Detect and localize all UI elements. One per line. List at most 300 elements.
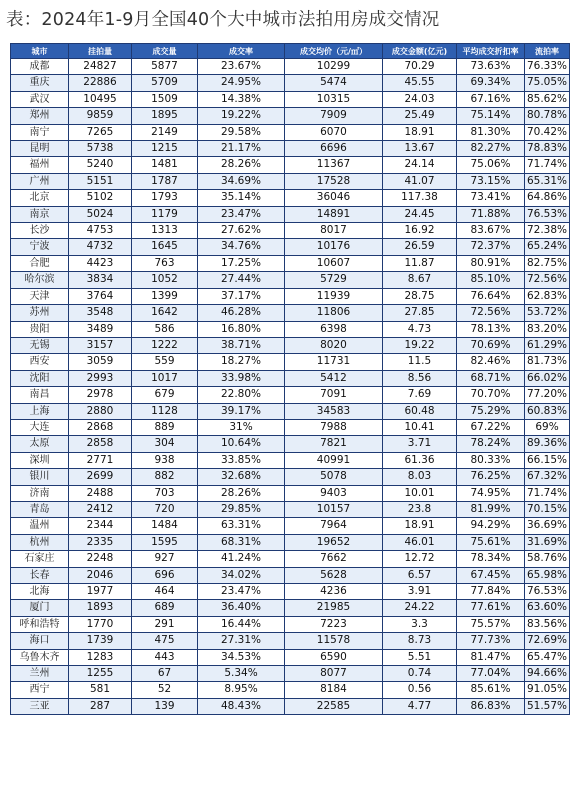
cell-avg-discount: 75.14% <box>457 108 525 124</box>
cell-avg-discount: 82.46% <box>457 354 525 370</box>
cell-failed-rate: 76.53% <box>525 584 570 600</box>
cell-deal-amount: 0.56 <box>383 682 457 698</box>
cell-avg-discount: 81.30% <box>457 124 525 140</box>
table-row <box>11 337 570 353</box>
cell-listings: 2335 <box>69 534 132 550</box>
cell-deal-amount: 11.87 <box>383 255 457 271</box>
cell-deals: 2149 <box>132 124 198 140</box>
cell-deal-amount: 25.49 <box>383 108 457 124</box>
cell-deal-amount: 117.38 <box>383 190 457 206</box>
cell-listings: 2699 <box>69 469 132 485</box>
table-row <box>11 534 570 550</box>
cell-deal-amount: 23.8 <box>383 501 457 517</box>
cell-failed-rate: 36.69% <box>525 518 570 534</box>
cell-deals: 763 <box>132 255 198 271</box>
cell-avg-price: 10299 <box>285 59 383 75</box>
cell-deal-rate: 10.64% <box>198 436 285 452</box>
table-row <box>11 173 570 189</box>
cell-deals: 927 <box>132 551 198 567</box>
cell-avg-discount: 75.06% <box>457 157 525 173</box>
cell-listings: 7265 <box>69 124 132 140</box>
cell-avg-discount: 76.64% <box>457 288 525 304</box>
cell-failed-rate: 80.78% <box>525 108 570 124</box>
cell-listings: 5151 <box>69 173 132 189</box>
table-row <box>11 321 570 337</box>
table-row <box>11 157 570 173</box>
cell-avg-price: 5729 <box>285 272 383 288</box>
cell-avg-discount: 82.27% <box>457 141 525 157</box>
cell-deal-rate: 35.14% <box>198 190 285 206</box>
cell-deal-rate: 18.27% <box>198 354 285 370</box>
cell-city: 南昌 <box>11 387 69 403</box>
cell-failed-rate: 72.69% <box>525 633 570 649</box>
cell-avg-price: 8184 <box>285 682 383 698</box>
cell-city: 沈阳 <box>11 370 69 386</box>
cell-avg-price: 14891 <box>285 206 383 222</box>
cell-city: 兰州 <box>11 666 69 682</box>
cell-listings: 5738 <box>69 141 132 157</box>
cell-listings: 10495 <box>69 91 132 107</box>
cell-failed-rate: 65.47% <box>525 649 570 665</box>
cell-avg-price: 21985 <box>285 600 383 616</box>
cell-avg-price: 7988 <box>285 419 383 435</box>
cell-deal-amount: 24.45 <box>383 206 457 222</box>
cell-failed-rate: 62.83% <box>525 288 570 304</box>
cell-city: 天津 <box>11 288 69 304</box>
cell-failed-rate: 77.20% <box>525 387 570 403</box>
cell-avg-price: 10176 <box>285 239 383 255</box>
cell-avg-discount: 72.37% <box>457 239 525 255</box>
cell-listings: 1739 <box>69 633 132 649</box>
cell-deal-amount: 8.67 <box>383 272 457 288</box>
cell-city: 青岛 <box>11 501 69 517</box>
cell-deal-rate: 36.40% <box>198 600 285 616</box>
cell-deals: 1215 <box>132 141 198 157</box>
cell-deal-amount: 28.75 <box>383 288 457 304</box>
cell-deals: 464 <box>132 584 198 600</box>
cell-avg-discount: 67.22% <box>457 419 525 435</box>
cell-deal-amount: 8.03 <box>383 469 457 485</box>
cell-failed-rate: 76.33% <box>525 59 570 75</box>
cell-deals: 696 <box>132 567 198 583</box>
header-avg-discount: 平均成交折扣率 <box>457 44 525 59</box>
cell-listings: 9859 <box>69 108 132 124</box>
cell-deal-amount: 18.91 <box>383 518 457 534</box>
cell-avg-discount: 69.34% <box>457 75 525 91</box>
cell-listings: 3548 <box>69 305 132 321</box>
table-row <box>11 698 570 714</box>
cell-listings: 1893 <box>69 600 132 616</box>
cell-avg-price: 8020 <box>285 337 383 353</box>
cell-listings: 5102 <box>69 190 132 206</box>
cell-failed-rate: 78.83% <box>525 141 570 157</box>
cell-deals: 52 <box>132 682 198 698</box>
cell-failed-rate: 89.36% <box>525 436 570 452</box>
cell-city: 宁波 <box>11 239 69 255</box>
header-deals: 成交量 <box>132 44 198 59</box>
cell-avg-price: 7091 <box>285 387 383 403</box>
cell-listings: 2771 <box>69 452 132 468</box>
table-row <box>11 272 570 288</box>
cell-failed-rate: 91.05% <box>525 682 570 698</box>
cell-avg-discount: 77.61% <box>457 600 525 616</box>
cell-deals: 1481 <box>132 157 198 173</box>
cell-deals: 1017 <box>132 370 198 386</box>
header-listings: 挂拍量 <box>69 44 132 59</box>
cell-deals: 1787 <box>132 173 198 189</box>
cell-avg-price: 5628 <box>285 567 383 583</box>
cell-city: 呼和浩特 <box>11 616 69 632</box>
table-row <box>11 485 570 501</box>
cell-deal-amount: 45.55 <box>383 75 457 91</box>
cell-listings: 4732 <box>69 239 132 255</box>
cell-deal-rate: 68.31% <box>198 534 285 550</box>
table-row <box>11 551 570 567</box>
cell-failed-rate: 65.31% <box>525 173 570 189</box>
cell-avg-price: 6070 <box>285 124 383 140</box>
cell-deals: 889 <box>132 419 198 435</box>
cell-deal-rate: 34.02% <box>198 567 285 583</box>
header-deal-amount: 成交金额(亿元) <box>383 44 457 59</box>
cell-deals: 679 <box>132 387 198 403</box>
cell-listings: 22886 <box>69 75 132 91</box>
cell-deal-amount: 61.36 <box>383 452 457 468</box>
cell-avg-price: 5412 <box>285 370 383 386</box>
cell-city: 西安 <box>11 354 69 370</box>
cell-deal-rate: 37.17% <box>198 288 285 304</box>
cell-deal-rate: 28.26% <box>198 157 285 173</box>
cell-deal-amount: 3.91 <box>383 584 457 600</box>
table-row <box>11 354 570 370</box>
cell-deal-amount: 70.29 <box>383 59 457 75</box>
cell-failed-rate: 65.98% <box>525 567 570 583</box>
cell-listings: 2344 <box>69 518 132 534</box>
cell-deal-amount: 24.03 <box>383 91 457 107</box>
cell-avg-price: 7662 <box>285 551 383 567</box>
cell-listings: 2880 <box>69 403 132 419</box>
cell-failed-rate: 83.20% <box>525 321 570 337</box>
cell-avg-price: 10157 <box>285 501 383 517</box>
cell-deals: 1642 <box>132 305 198 321</box>
cell-avg-discount: 80.91% <box>457 255 525 271</box>
table-row <box>11 584 570 600</box>
cell-avg-discount: 73.15% <box>457 173 525 189</box>
cell-avg-price: 22585 <box>285 698 383 714</box>
cell-avg-price: 11939 <box>285 288 383 304</box>
cell-deal-rate: 32.68% <box>198 469 285 485</box>
cell-failed-rate: 66.15% <box>525 452 570 468</box>
cell-city: 银川 <box>11 469 69 485</box>
cell-avg-discount: 77.84% <box>457 584 525 600</box>
cell-city: 哈尔滨 <box>11 272 69 288</box>
cell-deals: 720 <box>132 501 198 517</box>
cell-avg-discount: 67.45% <box>457 567 525 583</box>
cell-deal-rate: 17.25% <box>198 255 285 271</box>
cell-deal-amount: 16.92 <box>383 223 457 239</box>
cell-deal-amount: 10.01 <box>383 485 457 501</box>
cell-deals: 586 <box>132 321 198 337</box>
cell-listings: 5024 <box>69 206 132 222</box>
cell-deals: 1645 <box>132 239 198 255</box>
cell-deals: 1595 <box>132 534 198 550</box>
cell-avg-discount: 72.56% <box>457 305 525 321</box>
table-row <box>11 436 570 452</box>
cell-deals: 67 <box>132 666 198 682</box>
cell-city: 长沙 <box>11 223 69 239</box>
table-row <box>11 255 570 271</box>
cell-city: 深圳 <box>11 452 69 468</box>
cell-city: 重庆 <box>11 75 69 91</box>
cell-avg-discount: 77.04% <box>457 666 525 682</box>
cell-failed-rate: 75.05% <box>525 75 570 91</box>
cell-deal-amount: 24.22 <box>383 600 457 616</box>
cell-avg-price: 11578 <box>285 633 383 649</box>
cell-avg-price: 11806 <box>285 305 383 321</box>
cell-listings: 1977 <box>69 584 132 600</box>
cell-listings: 2993 <box>69 370 132 386</box>
cell-deal-rate: 31% <box>198 419 285 435</box>
cell-deals: 304 <box>132 436 198 452</box>
cell-listings: 3059 <box>69 354 132 370</box>
cell-deals: 559 <box>132 354 198 370</box>
table-row <box>11 403 570 419</box>
cell-deal-rate: 19.22% <box>198 108 285 124</box>
cell-avg-price: 7909 <box>285 108 383 124</box>
cell-deals: 139 <box>132 698 198 714</box>
cell-listings: 3157 <box>69 337 132 353</box>
cell-avg-price: 19652 <box>285 534 383 550</box>
table-row <box>11 419 570 435</box>
cell-city: 南宁 <box>11 124 69 140</box>
cell-deals: 443 <box>132 649 198 665</box>
cell-city: 温州 <box>11 518 69 534</box>
cell-deal-amount: 3.3 <box>383 616 457 632</box>
cell-deal-rate: 39.17% <box>198 403 285 419</box>
table-row <box>11 190 570 206</box>
cell-deal-amount: 4.77 <box>383 698 457 714</box>
cell-avg-price: 17528 <box>285 173 383 189</box>
cell-avg-price: 4236 <box>285 584 383 600</box>
cell-deal-amount: 12.72 <box>383 551 457 567</box>
cell-avg-price: 40991 <box>285 452 383 468</box>
data-table-container <box>10 43 569 715</box>
cell-avg-discount: 94.29% <box>457 518 525 534</box>
cell-city: 乌鲁木齐 <box>11 649 69 665</box>
table-body <box>11 59 570 715</box>
cell-deal-rate: 23.67% <box>198 59 285 75</box>
cell-city: 北京 <box>11 190 69 206</box>
cell-avg-price: 36046 <box>285 190 383 206</box>
cell-deal-amount: 3.71 <box>383 436 457 452</box>
cell-deal-amount: 10.41 <box>383 419 457 435</box>
cell-avg-price: 7964 <box>285 518 383 534</box>
cell-city: 昆明 <box>11 141 69 157</box>
cell-failed-rate: 71.74% <box>525 485 570 501</box>
cell-deal-amount: 26.59 <box>383 239 457 255</box>
cell-deal-rate: 16.44% <box>198 616 285 632</box>
cell-deal-rate: 34.53% <box>198 649 285 665</box>
cell-listings: 2412 <box>69 501 132 517</box>
cell-deal-rate: 27.44% <box>198 272 285 288</box>
cell-deals: 1793 <box>132 190 198 206</box>
table-row <box>11 206 570 222</box>
cell-failed-rate: 71.74% <box>525 157 570 173</box>
cell-listings: 1255 <box>69 666 132 682</box>
page-title: 表：2024年1-9月全国40个大中城市法拍用房成交情况 <box>6 10 440 30</box>
cell-avg-discount: 78.24% <box>457 436 525 452</box>
cell-listings: 2858 <box>69 436 132 452</box>
cell-city: 武汉 <box>11 91 69 107</box>
table-row <box>11 370 570 386</box>
cell-deal-rate: 5.34% <box>198 666 285 682</box>
cell-listings: 2488 <box>69 485 132 501</box>
cell-avg-price: 7821 <box>285 436 383 452</box>
table-row <box>11 141 570 157</box>
cell-avg-discount: 67.16% <box>457 91 525 107</box>
cell-avg-price: 7223 <box>285 616 383 632</box>
cell-deal-rate: 33.85% <box>198 452 285 468</box>
cell-deals: 1313 <box>132 223 198 239</box>
table-row <box>11 616 570 632</box>
cell-city: 贵阳 <box>11 321 69 337</box>
cell-avg-price: 6696 <box>285 141 383 157</box>
cell-avg-price: 6398 <box>285 321 383 337</box>
cell-city: 无锡 <box>11 337 69 353</box>
cell-listings: 4423 <box>69 255 132 271</box>
cell-avg-discount: 85.61% <box>457 682 525 698</box>
table-header-row <box>11 44 570 59</box>
cell-city: 大连 <box>11 419 69 435</box>
cell-city: 广州 <box>11 173 69 189</box>
cell-deal-rate: 23.47% <box>198 206 285 222</box>
cell-deal-amount: 27.85 <box>383 305 457 321</box>
cell-avg-discount: 74.95% <box>457 485 525 501</box>
cell-deal-rate: 29.58% <box>198 124 285 140</box>
cell-failed-rate: 69% <box>525 419 570 435</box>
cell-avg-discount: 75.57% <box>457 616 525 632</box>
cell-deal-rate: 21.17% <box>198 141 285 157</box>
cell-deal-amount: 0.74 <box>383 666 457 682</box>
cell-avg-price: 9403 <box>285 485 383 501</box>
cell-deals: 1399 <box>132 288 198 304</box>
cell-city: 石家庄 <box>11 551 69 567</box>
cell-failed-rate: 60.83% <box>525 403 570 419</box>
cell-failed-rate: 81.73% <box>525 354 570 370</box>
cell-deals: 938 <box>132 452 198 468</box>
cell-deal-amount: 60.48 <box>383 403 457 419</box>
cell-city: 海口 <box>11 633 69 649</box>
header-deal-rate: 成交率 <box>198 44 285 59</box>
cell-failed-rate: 94.66% <box>525 666 570 682</box>
cell-avg-discount: 75.61% <box>457 534 525 550</box>
cell-deal-rate: 33.98% <box>198 370 285 386</box>
cell-avg-price: 5474 <box>285 75 383 91</box>
cell-city: 成都 <box>11 59 69 75</box>
cell-deal-amount: 13.67 <box>383 141 457 157</box>
cell-failed-rate: 67.32% <box>525 469 570 485</box>
table-row <box>11 239 570 255</box>
cell-deal-rate: 14.38% <box>198 91 285 107</box>
table-row <box>11 59 570 75</box>
cell-avg-price: 6590 <box>285 649 383 665</box>
cell-city: 合肥 <box>11 255 69 271</box>
table-row <box>11 305 570 321</box>
cell-deal-amount: 6.57 <box>383 567 457 583</box>
header-avg-price: 成交均价（元/㎡） <box>285 44 383 59</box>
cell-avg-discount: 73.63% <box>457 59 525 75</box>
cell-deal-amount: 41.07 <box>383 173 457 189</box>
cell-deal-rate: 48.43% <box>198 698 285 714</box>
cell-deal-rate: 41.24% <box>198 551 285 567</box>
cell-avg-price: 5078 <box>285 469 383 485</box>
cell-avg-discount: 73.41% <box>457 190 525 206</box>
cell-avg-discount: 80.33% <box>457 452 525 468</box>
cell-deals: 703 <box>132 485 198 501</box>
cell-avg-discount: 76.25% <box>457 469 525 485</box>
cell-city: 苏州 <box>11 305 69 321</box>
cell-deals: 1509 <box>132 91 198 107</box>
cell-deal-rate: 8.95% <box>198 682 285 698</box>
cell-deals: 5709 <box>132 75 198 91</box>
cell-avg-price: 34583 <box>285 403 383 419</box>
table-header <box>11 44 570 59</box>
cell-avg-discount: 78.13% <box>457 321 525 337</box>
cell-deal-amount: 11.5 <box>383 354 457 370</box>
cell-deal-amount: 19.22 <box>383 337 457 353</box>
cell-deal-rate: 34.76% <box>198 239 285 255</box>
cell-failed-rate: 51.57% <box>525 698 570 714</box>
cell-deals: 5877 <box>132 59 198 75</box>
cell-deal-rate: 27.31% <box>198 633 285 649</box>
cell-listings: 2978 <box>69 387 132 403</box>
cell-deal-amount: 46.01 <box>383 534 457 550</box>
cell-deal-rate: 29.85% <box>198 501 285 517</box>
cell-avg-discount: 81.99% <box>457 501 525 517</box>
cell-city: 北海 <box>11 584 69 600</box>
cell-avg-discount: 85.10% <box>457 272 525 288</box>
header-city: 城市 <box>11 44 69 59</box>
cell-failed-rate: 76.53% <box>525 206 570 222</box>
table-row <box>11 518 570 534</box>
cell-deals: 1128 <box>132 403 198 419</box>
cell-city: 济南 <box>11 485 69 501</box>
cell-failed-rate: 82.75% <box>525 255 570 271</box>
cell-failed-rate: 61.29% <box>525 337 570 353</box>
table-row <box>11 567 570 583</box>
cell-failed-rate: 66.02% <box>525 370 570 386</box>
cell-city: 南京 <box>11 206 69 222</box>
cell-listings: 3764 <box>69 288 132 304</box>
cell-failed-rate: 58.76% <box>525 551 570 567</box>
cell-avg-price: 11367 <box>285 157 383 173</box>
cell-listings: 2248 <box>69 551 132 567</box>
cell-city: 三亚 <box>11 698 69 714</box>
cell-listings: 5240 <box>69 157 132 173</box>
table-row <box>11 223 570 239</box>
cell-deal-rate: 34.69% <box>198 173 285 189</box>
cell-avg-price: 8077 <box>285 666 383 682</box>
cell-deal-rate: 38.71% <box>198 337 285 353</box>
table-row <box>11 469 570 485</box>
cell-avg-price: 11731 <box>285 354 383 370</box>
table-row <box>11 600 570 616</box>
cell-failed-rate: 83.56% <box>525 616 570 632</box>
cell-deal-rate: 23.47% <box>198 584 285 600</box>
cell-city: 厦门 <box>11 600 69 616</box>
cell-deal-rate: 27.62% <box>198 223 285 239</box>
cell-listings: 287 <box>69 698 132 714</box>
cell-avg-discount: 81.47% <box>457 649 525 665</box>
